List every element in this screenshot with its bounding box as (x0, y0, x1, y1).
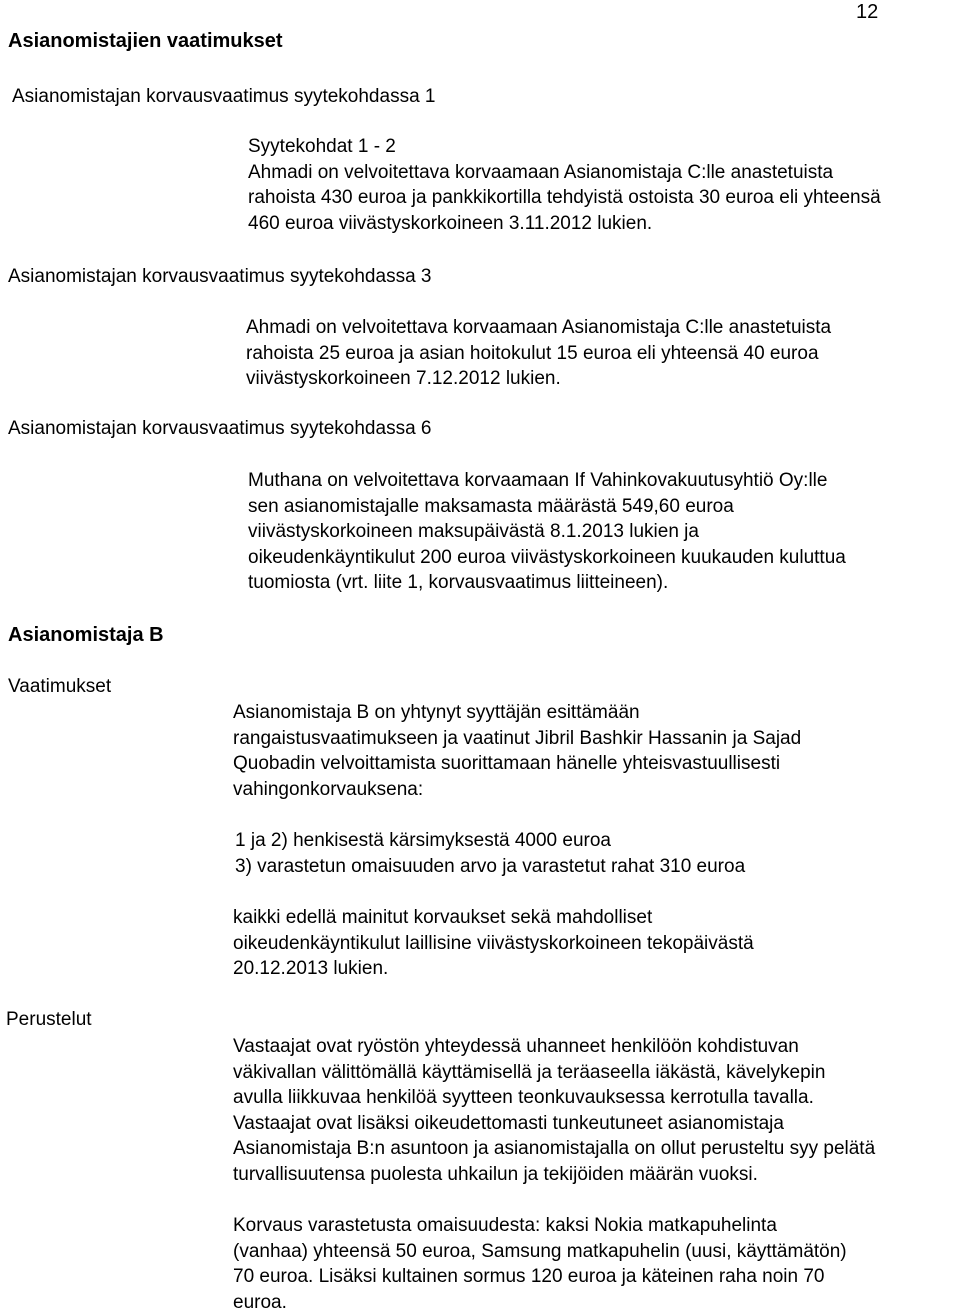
text-line: avulla liikkuvaa henkilöä syytteen teonkuvauksessa kerrotulla tavalla. (233, 1085, 875, 1111)
text-line: Quobadin velvoittamista suorittamaan hänelle yhteisvastuullisesti (233, 751, 801, 777)
claim-6-heading: Asianomistajan korvausvaatimus syytekohdassa 6 (8, 416, 431, 442)
claim-3-heading: Asianomistajan korvausvaatimus syytekohdassa 3 (8, 264, 431, 290)
text-line: viivästyskorkoineen maksupäivästä 8.1.2013 lukien ja (248, 519, 846, 545)
claim-1-heading: Asianomistajan korvausvaatimus syytekohdassa 1 (12, 84, 435, 110)
text-line: Ahmadi on velvoitettava korvaamaan Asianomistaja C:lle anastetuista (246, 315, 831, 341)
text-line: sen asianomistajalle maksamasta määrästä 549,60 euroa (248, 494, 846, 520)
text-line: viivästyskorkoineen 7.12.2012 lukien. (246, 366, 831, 392)
text-line: 70 euroa. Lisäksi kultainen sormus 120 euroa ja käteinen raha noin 70 (233, 1264, 847, 1290)
demands-intro (233, 700, 801, 802)
text-line: rahoista 25 euroa ja asian hoitokulut 15 euroa eli yhteensä 40 euroa (246, 341, 831, 367)
text-line: rahoista 430 euroa ja pankkikortilla tehdyistä ostoista 30 euroa eli yhteensä (248, 185, 881, 211)
text-line: rangaistusvaatimukseen ja vaatinut Jibril Bashkir Hassanin ja Sajad (233, 726, 801, 752)
text-line: turvallisuutensa puolesta uhkailun ja tekijöiden määrän vuoksi. (233, 1162, 875, 1188)
text-line: Korvaus varastetusta omaisuudesta: kaksi Nokia matkapuhelinta (233, 1213, 847, 1239)
text-line: tuomiosta (vrt. liite 1, korvausvaatimus liitteineen). (248, 570, 846, 596)
text-line: Asianomistaja B:n asuntoon ja asianomistajalla on ollut perusteltu syy pelätä (233, 1136, 875, 1162)
claim-1-text (248, 134, 881, 236)
text-line: euroa. (233, 1290, 847, 1315)
text-line: 460 euroa viivästyskorkoineen 3.11.2012 lukien. (248, 211, 881, 237)
text-line: Vastaajat ovat lisäksi oikeudettomasti tunkeutuneet asianomistaja (233, 1111, 875, 1137)
demands-items (235, 828, 745, 879)
list-item: 3) varastetun omaisuuden arvo ja varastetut rahat 310 euroa (235, 854, 745, 880)
text-line: Ahmadi on velvoitettava korvaamaan Asianomistaja C:lle anastetuista (248, 160, 881, 186)
text-line: väkivallan välittömällä käyttämisellä ja teräaseella iäkästä, kävelykepin (233, 1060, 875, 1086)
claim-6-text (248, 468, 846, 596)
text-line: Muthana on velvoitettava korvaamaan If Vahinkovakuutusyhtiö Oy:lle (248, 468, 846, 494)
grounds-paragraph-1 (233, 1034, 875, 1187)
grounds-label: Perustelut (6, 1007, 92, 1033)
text-line: Vastaajat ovat ryöstön yhteydessä uhanneet henkilöön kohdistuvan (233, 1034, 875, 1060)
text-line: Syytekohdat 1 - 2 (248, 134, 881, 160)
claim-3-text (246, 315, 831, 392)
text-line: 20.12.2013 lukien. (233, 956, 754, 982)
page-number: 12 (856, 0, 878, 26)
text-line: oikeudenkäyntikulut 200 euroa viivästyskorkoineen kuukauden kuluttua (248, 545, 846, 571)
text-line: kaikki edellä mainitut korvaukset sekä mahdolliset (233, 905, 754, 931)
demands-label: Vaatimukset (8, 674, 111, 700)
demands-closing (233, 905, 754, 982)
text-line: Asianomistaja B on yhtynyt syyttäjän esittämään (233, 700, 801, 726)
section-title: Asianomistajien vaatimukset (8, 29, 283, 55)
grounds-paragraph-2 (233, 1213, 847, 1315)
party-b-title: Asianomistaja B (8, 623, 164, 649)
list-item: 1 ja 2) henkisestä kärsimyksestä 4000 euroa (235, 828, 745, 854)
text-line: vahingonkorvauksena: (233, 777, 801, 803)
text-line: (vanhaa) yhteensä 50 euroa, Samsung matkapuhelin (uusi, käyttämätön) (233, 1239, 847, 1265)
text-line: oikeudenkäyntikulut laillisine viivästyskorkoineen tekopäivästä (233, 931, 754, 957)
